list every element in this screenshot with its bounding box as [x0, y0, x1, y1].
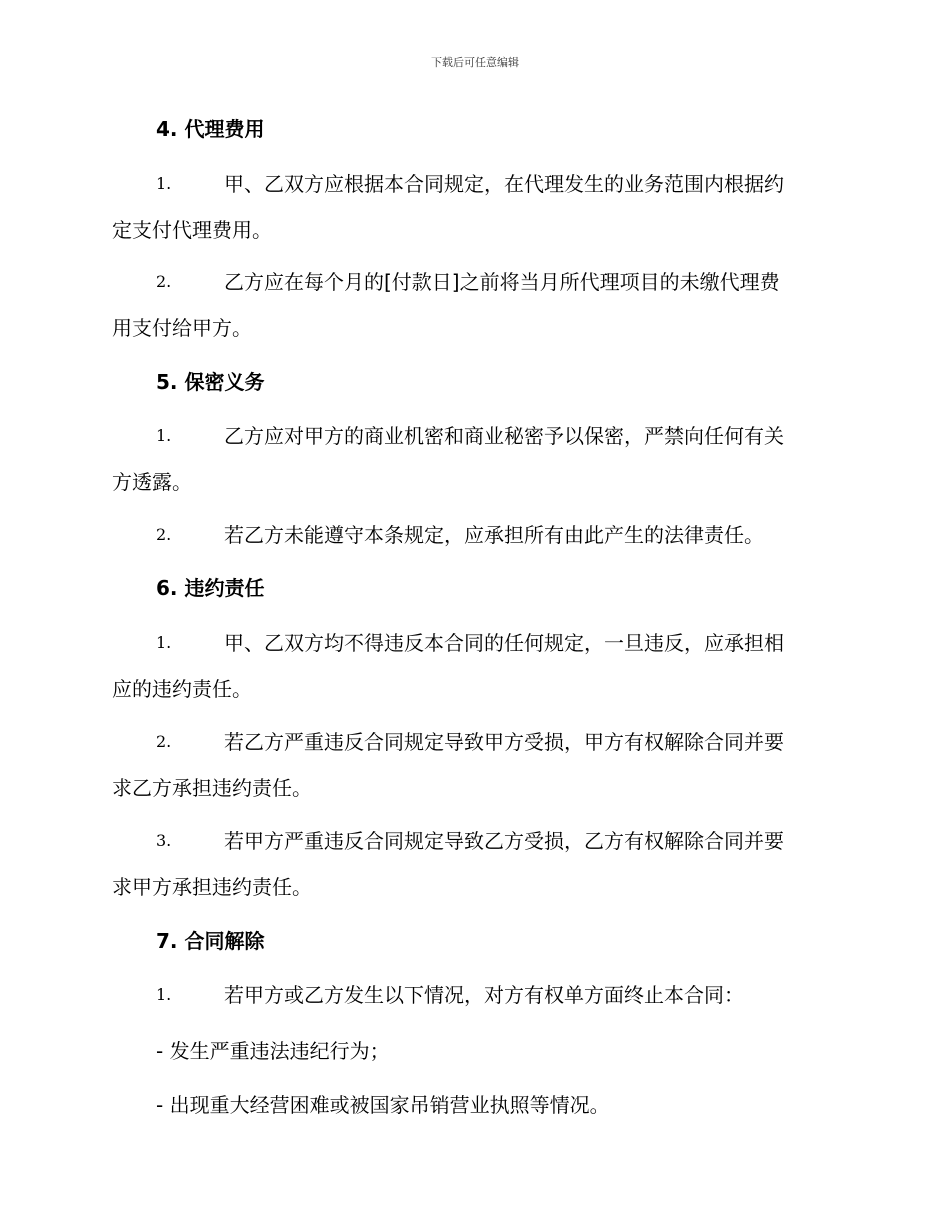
clause-text: 甲、乙双方应根据本合同规定，在代理发生的业务范围内根据约: [224, 172, 784, 196]
clause-number: 1.: [156, 174, 172, 193]
clause-text: 乙方应在每个月的[付款日]之前将当月所代理项目的未缴代理费: [224, 270, 780, 294]
clause-number: 1.: [156, 426, 172, 445]
clause-number: 2.: [156, 732, 172, 751]
section-heading: 7. 合同解除: [156, 929, 265, 953]
clause-item: [112, 413, 834, 505]
clause-text: 若乙方未能遵守本条规定，应承担所有由此产生的法律责任。: [224, 523, 764, 547]
page-header-note: 下载后可任意编辑: [431, 56, 519, 69]
clause-item: [112, 972, 834, 1018]
clause-item: [112, 512, 834, 558]
bullet-item: - 发生严重违法违纪行为；: [156, 1039, 390, 1063]
clause-text-continued: 求乙方承担违约责任。: [112, 776, 312, 800]
clause-text: 乙方应对甲方的商业机密和商业秘密予以保密，严禁向任何有关: [224, 424, 784, 448]
clause-text: 甲、乙双方均不得违反本合同的任何规定，一旦违反，应承担相: [224, 631, 784, 655]
clause-item: [112, 620, 834, 712]
clause-text: 若甲方严重违反合同规定导致乙方受损，乙方有权解除合同并要: [224, 829, 784, 853]
clause-text-continued: 应的违约责任。: [112, 677, 252, 701]
clause-number: 2.: [156, 272, 172, 291]
clause-item: [112, 161, 834, 253]
section-heading: 6. 违约责任: [156, 576, 265, 600]
clause-number: 1.: [156, 985, 172, 1004]
clause-number: 3.: [156, 831, 172, 850]
clause-text-continued: 方透露。: [112, 470, 192, 494]
clause-item: [112, 259, 834, 351]
clause-item: [112, 818, 834, 910]
clause-text-continued: 用支付给甲方。: [112, 316, 252, 340]
clause-item: [112, 719, 834, 811]
clause-text-continued: 定支付代理费用。: [112, 218, 272, 242]
clause-text-continued: 求甲方承担违约责任。: [112, 875, 312, 899]
clause-number: 2.: [156, 525, 172, 544]
section-heading: 5. 保密义务: [156, 370, 265, 394]
clause-text: 若乙方严重违反合同规定导致甲方受损，甲方有权解除合同并要: [224, 730, 784, 754]
clause-number: 1.: [156, 633, 172, 652]
clause-text: 若甲方或乙方发生以下情况，对方有权单方面终止本合同：: [224, 983, 744, 1007]
section-heading: 4. 代理费用: [156, 117, 265, 141]
bullet-item: - 出现重大经营困难或被国家吊销营业执照等情况。: [156, 1093, 610, 1117]
